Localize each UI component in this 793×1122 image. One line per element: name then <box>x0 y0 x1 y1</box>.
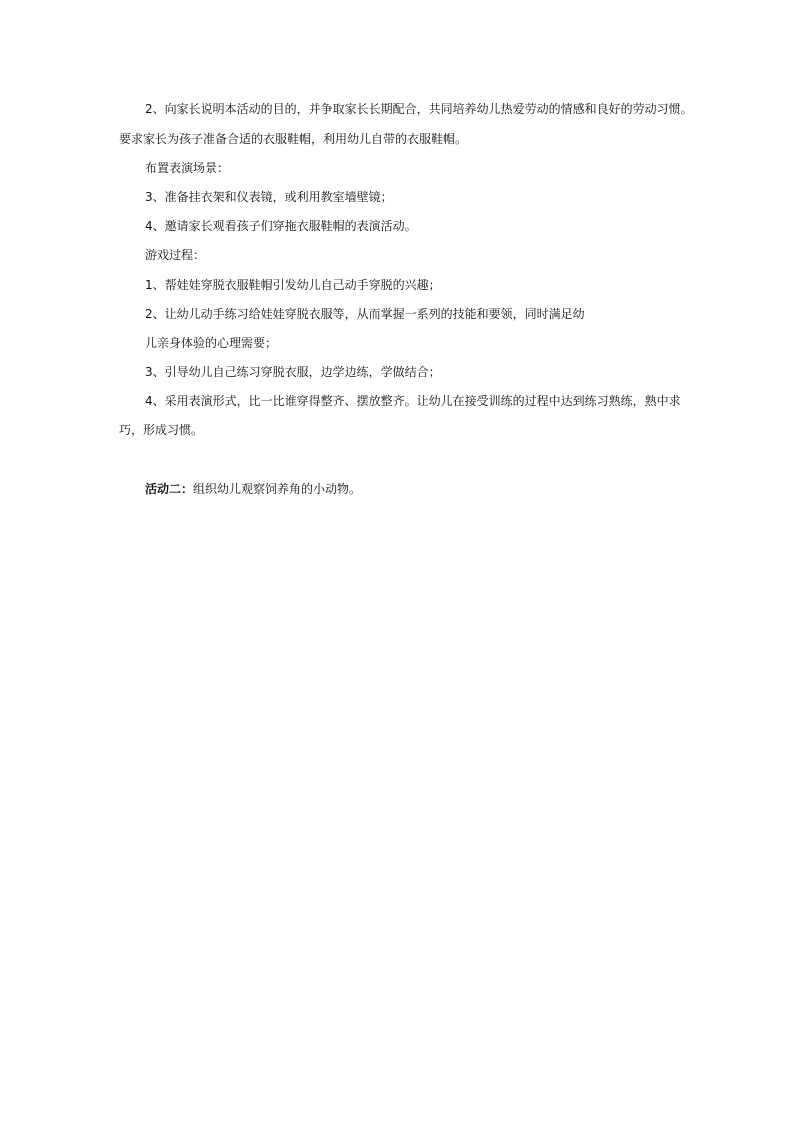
list-item-4-invite: 4、邀请家长观看孩子们穿拖衣服鞋帽的表演活动。 <box>145 219 417 233</box>
process-item-4: 4、采用表演形式，比一比谁穿得整齐、摆放整齐。让幼儿在接受训练的过程中达到练习熟练，熟中求 <box>145 394 681 408</box>
section-heading-process: 游戏过程： <box>145 248 206 262</box>
list-item-3-mirror: 3、准备挂衣架和仪表镜，或利用教室墙壁镜； <box>145 190 393 204</box>
process-item-3: 3、引导幼儿自己练习穿脱衣服，边学边练，学做结合； <box>145 365 441 379</box>
process-item-4-continued: 巧，形成习惯。 <box>119 423 204 437</box>
process-item-2: 2、让幼儿动手练习给娃娃穿脱衣服等，从而掌握一系列的技能和要领，同时满足幼 <box>145 307 585 321</box>
activity-two-text: 组织幼儿观察饲养角的小动物。 <box>193 482 362 496</box>
paragraph-line-2: 要求家长为孩子准备合适的衣服鞋帽，利用幼儿自带的衣服鞋帽。 <box>119 132 468 146</box>
process-item-1: 1、帮娃娃穿脱衣服鞋帽引发幼儿自己动手穿脱的兴趣； <box>145 278 441 292</box>
process-item-2-continued: 儿亲身体验的心理需要； <box>145 336 278 350</box>
paragraph-line-1: 2、向家长说明本活动的目的，并争取家长长期配合，共同培养幼儿热爱劳动的情感和良好的劳动习惯。 <box>145 102 693 116</box>
section-heading-stage: 布置表演场景： <box>145 161 230 175</box>
activity-two-label: 活动二： <box>145 482 194 496</box>
activity-two <box>145 481 361 497</box>
